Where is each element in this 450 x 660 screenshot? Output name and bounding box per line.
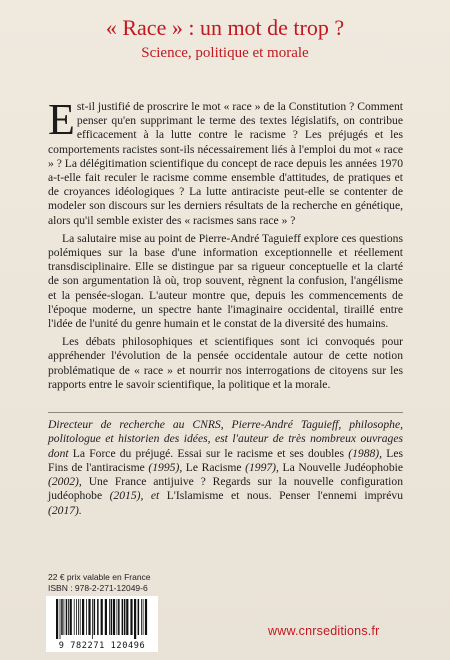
barcode-bar bbox=[78, 599, 79, 635]
barcode-bar bbox=[124, 599, 126, 635]
book-4-year: (2002) bbox=[48, 475, 79, 489]
author-bio-intro: Directeur de recherche au CNRS, Pierre-André Taguieff, philosophe, politologue et historien des idées, est l'auteur de très nombreux ouvrages dont bbox=[48, 418, 403, 460]
author-bio-connector: et bbox=[150, 489, 160, 503]
barcode-bar bbox=[145, 599, 147, 635]
barcode-bar bbox=[118, 599, 120, 635]
barcode-bar bbox=[70, 599, 72, 635]
book-3: Le Racisme bbox=[185, 460, 242, 474]
barcode-bar bbox=[109, 599, 110, 635]
book-2: Les Fins de l'antiracisme bbox=[48, 446, 403, 474]
barcode-bar bbox=[82, 599, 84, 635]
isbn-text: ISBN : 978-2-271-12049-6 bbox=[48, 583, 148, 593]
barcode-bar bbox=[66, 599, 68, 635]
book-title: « Race » : un mot de trop ? bbox=[105, 15, 345, 40]
barcode-bar bbox=[122, 599, 124, 635]
book-1-year: (1988) bbox=[348, 446, 380, 460]
barcode-bar bbox=[97, 599, 99, 635]
barcode-bar bbox=[105, 599, 107, 635]
barcode-bar bbox=[68, 599, 69, 635]
barcode-bar bbox=[86, 599, 87, 635]
barcode-bar bbox=[111, 599, 113, 635]
book-2-year: (1995) bbox=[148, 460, 180, 474]
book-1: La Force du préjugé. Essai sur le racisme et ses doubles bbox=[72, 446, 345, 460]
barcode-bar bbox=[92, 599, 93, 639]
section-divider bbox=[48, 412, 403, 413]
barcode-bar bbox=[64, 599, 65, 635]
barcode-bar bbox=[117, 599, 118, 635]
barcode-bar bbox=[101, 599, 103, 635]
book-6-year: (2017) bbox=[48, 503, 79, 517]
barcode-bar bbox=[130, 599, 132, 635]
blurb-paragraph-1 bbox=[48, 95, 403, 228]
barcode-bar bbox=[134, 599, 136, 639]
book-4: La Nouvelle Judéophobie bbox=[282, 460, 403, 474]
book-3-year: (1997) bbox=[245, 460, 277, 474]
drop-cap: E bbox=[48, 95, 75, 144]
barcode-bar bbox=[138, 599, 140, 635]
book-6: L'Islamisme et nous. Penser l'ennemi imprévu bbox=[166, 489, 403, 503]
price-text: 22 € prix valable en France bbox=[48, 572, 151, 582]
barcode-bar bbox=[60, 599, 61, 639]
barcode bbox=[46, 596, 158, 652]
barcode-bar bbox=[76, 599, 77, 635]
book-5: Une France antijuive ? Regards sur la nouvelle configuration judéophobe bbox=[48, 475, 403, 503]
author-bio: Directeur de recherche au CNRS, Pierre-André Taguieff, philosophe, politologue et historien des idées, est l'auteur de très nombreux ouvrages dont La Force du préjugé. Essai sur le racisme et ses doubles (1988), Les Fins de l'antiracisme (1995), Le Racisme (1997), La Nouvelle Judéophobie (2002), Une France antijuive ? Regards sur la nouvelle configuration judéophobe (2015), et L'Islamisme et nous. Penser l'ennemi imprévu (2017). bbox=[48, 418, 403, 517]
blurb-paragraph-1-text: st-il justifié de proscrire le mot « race » de la Constitution ? Comment penser qu'en supprimant le terme des textes législatifs, on contribue efficacement à la lutte contre le racisme ? Les préjugés et les comportements racistes sont-ils nécessairement liés à l'emploi du mot « race » ? La délégitimation scientifique du concept de race depuis les années 1970 a-t-elle fait reculer le racisme comme ensemble d'attitudes, de pratiques et de croyances idéologiques ? La lutte antiraciste peut-elle se contenter de modeler son discours sur les derniers résultats de la recherche en génétique, alors qu'il semble exister des « racismes sans race » ? bbox=[48, 100, 403, 227]
barcode-bar bbox=[80, 599, 81, 635]
blurb bbox=[48, 95, 403, 396]
barcode-bar bbox=[61, 599, 63, 635]
barcode-bar bbox=[94, 599, 96, 635]
barcode-bar bbox=[143, 599, 144, 635]
price-info bbox=[48, 572, 151, 594]
publisher-website: www.cnrseditions.fr bbox=[268, 624, 380, 638]
book-subtitle: Science, politique et morale bbox=[141, 45, 309, 61]
book-5-year: (2015) bbox=[109, 489, 141, 503]
barcode-bar bbox=[74, 599, 75, 635]
barcode-bar bbox=[56, 599, 58, 639]
barcode-bar bbox=[126, 599, 128, 635]
barcode-bar bbox=[88, 599, 90, 635]
barcode-digits: 9 782271 120496 bbox=[58, 641, 146, 651]
blurb-paragraph-3: Les débats philosophiques et scientifiques sont ici convoqués pour appréhender l'évolution de la pensée occidentale autour de cette notion problématique de « race » et nourrir nos interrogations de citoyens sur les rapports entre le savoir scientifique, la politique et la morale. bbox=[48, 335, 403, 391]
barcode-bar bbox=[141, 599, 142, 635]
blurb-paragraph-2: La salutaire mise au point de Pierre-André Taguieff explore ces questions polémiques sur la base d'une information exceptionnelle et réellement transdisciplinaire. Elle se distingue par sa rigueur conceptuelle et la clarté de son argumentation là où, trop souvent, règnent la confusion, l'angélisme et la pensée-slogan. L'auteur montre que, depuis les commencements de l'époque moderne, un spectre hante l'imaginaire occidental, tiraillé entre l'idée de l'unité du genre humain et le constat de la diversité des humains. bbox=[48, 231, 403, 331]
barcode-bar bbox=[113, 599, 115, 635]
barcode-bars bbox=[54, 599, 150, 639]
